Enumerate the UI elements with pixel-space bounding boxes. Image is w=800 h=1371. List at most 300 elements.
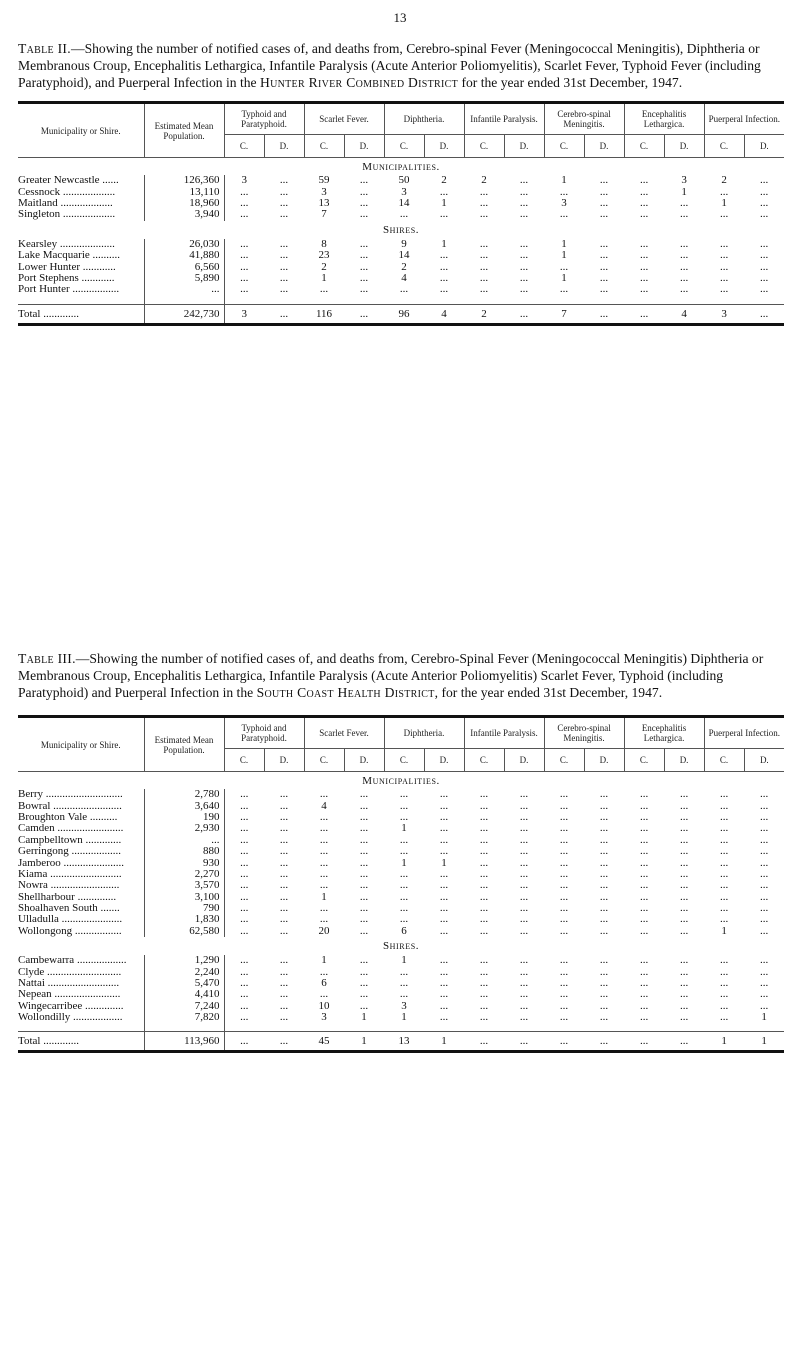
row-population: ... [144,284,224,295]
row-population: 2,780 [144,789,224,800]
row-cell: ... [319,833,329,846]
row-cell: ... [519,810,529,823]
row-cell: ... [479,799,489,812]
header-group: Encephalitis Lethargica. [624,718,704,749]
row-cell: ... [559,890,569,903]
row-cell: ... [479,833,489,846]
row-cell: ... [479,845,489,858]
row-cell: ... [559,954,569,967]
row-cell: ... [759,237,769,250]
row-cell: ... [519,924,529,937]
row-cell: ... [679,271,689,284]
total-cell: ... [464,1032,504,1052]
row-cell: ... [479,237,489,250]
row-cell: ... [679,890,689,903]
row-name: Lower Hunter ............ [18,261,116,273]
row-cell: ... [479,196,489,209]
row-cell: ... [479,965,489,978]
header-c: C. [464,749,504,772]
row-cell: ... [319,822,329,835]
row-cell: ... [599,999,609,1012]
row-cell: ... [319,856,329,869]
row-cell: ... [439,799,449,812]
row-cell: ... [319,988,329,1001]
row-cell: ... [399,788,409,801]
row-name: Broughton Vale .......... [18,811,118,823]
row-cell: ... [679,196,689,209]
row-cell: ... [559,788,569,801]
row-cell: ... [519,954,529,967]
row-cell: 7 [321,208,327,221]
row-cell: ... [639,249,649,262]
row-population: 3,640 [144,800,224,811]
row-name: Greater Newcastle ...... [18,175,119,187]
row-population: 1,290 [144,955,224,966]
row-cell: 10 [318,999,330,1012]
row-cell: 1 [721,196,727,209]
total-cell: 4 [424,304,464,324]
row-cell: ... [599,822,609,835]
caption-label: Table II. [18,41,71,56]
row-cell: ... [759,271,769,284]
row-cell: ... [479,260,489,273]
table-row [18,789,784,800]
row-cell: ... [639,810,649,823]
header-d: D. [264,749,304,772]
row-cell: ... [599,788,609,801]
row-cell: ... [679,999,689,1012]
row-cell: ... [359,902,369,915]
row-population: 930 [144,857,224,868]
row-cell: ... [439,845,449,858]
row-cell: ... [639,924,649,937]
table-row [18,250,784,261]
row-name: Clyde ........................... [18,966,122,978]
row-cell: ... [599,271,609,284]
row-cell: ... [759,890,769,903]
caption-spacer [18,91,784,101]
row-cell: ... [599,833,609,846]
row-population: 7,240 [144,1001,224,1012]
table-iii [18,650,784,1053]
row-name: Jamberoo ...................... [18,857,125,869]
row-cell: ... [759,283,769,296]
row-cell: ... [719,1011,729,1024]
row-cell: ... [639,174,649,187]
row-cell: ... [759,788,769,801]
row-name: Berry ............................ [18,789,123,801]
row-cell: ... [224,857,264,868]
row-cell: ... [479,271,489,284]
row-name: Wingecarribee .............. [18,1000,124,1012]
total-cell: 2 [464,304,504,324]
table-row [18,175,784,186]
row-cell: ... [559,799,569,812]
header-municipality: Municipality or Shire. [40,125,121,136]
header-group: Puerperal Infection. [704,718,784,749]
row-cell: ... [479,890,489,903]
row-cell: ... [519,845,529,858]
row-cell: ... [719,954,729,967]
row-cell: ... [439,988,449,1001]
row-cell: 1 [321,954,327,967]
row-cell: ... [599,902,609,915]
row-cell: ... [224,186,264,197]
row-cell: ... [719,283,729,296]
row-cell: ... [759,208,769,221]
row-cell: ... [599,283,609,296]
row-cell: 3 [224,175,264,186]
row-cell: 3 [561,196,567,209]
row-cell: ... [639,185,649,198]
row-cell: ... [279,867,289,880]
row-cell: ... [679,283,689,296]
gap-row [18,296,784,305]
row-cell: ... [319,902,329,915]
table-row [18,926,784,937]
row-cell: ... [439,965,449,978]
row-cell: ... [399,833,409,846]
row-cell: ... [359,954,369,967]
row-cell: ... [639,196,649,209]
row-cell: ... [679,879,689,892]
row-cell: ... [559,924,569,937]
row-name: Gerringong .................. [18,845,121,858]
row-cell: ... [759,988,769,1001]
row-cell: ... [224,209,264,220]
row-name: Nattai .......................... [18,977,120,990]
row-cell: ... [479,249,489,262]
total-cell: 1 [344,1032,384,1052]
row-cell: ... [439,977,449,990]
row-cell: ... [599,174,609,187]
row-cell: ... [639,799,649,812]
row-cell: ... [279,260,289,273]
total-cell: ... [744,304,784,324]
gap-cell [144,296,224,305]
row-cell: ... [359,271,369,284]
row-cell: 3 [401,999,407,1012]
row-population: 41,880 [144,250,224,261]
caption-spacer [18,701,784,715]
row-cell: 1 [321,271,327,284]
total-cell: ... [624,1032,664,1052]
row-cell: ... [599,879,609,892]
row-population: 2,270 [144,869,224,880]
row-cell: ... [279,845,289,858]
row-cell: ... [439,879,449,892]
row-cell: ... [399,890,409,903]
row-cell: ... [719,879,729,892]
row-cell: ... [439,271,449,284]
row-cell: ... [439,924,449,937]
row-cell: ... [759,810,769,823]
header-group: Infantile Paralysis. [464,718,544,749]
row-cell: ... [399,283,409,296]
header-c: C. [304,135,344,158]
row-name: Camden ........................ [18,823,124,835]
total-cell: ... [584,304,624,324]
header-c: C. [544,749,584,772]
row-cell: ... [559,913,569,926]
total-cell: ... [264,1032,304,1052]
row-cell: 14 [398,196,410,209]
row-cell: ... [519,788,529,801]
row-cell: ... [599,867,609,880]
row-cell: ... [519,856,529,869]
row-population: 2,930 [144,823,224,834]
row-name: Maitland ................... [18,197,113,209]
row-name: Nowra ......................... [18,880,120,892]
row-cell: 1 [361,1011,367,1024]
row-cell: ... [639,845,649,858]
total-cell: ... [544,1032,584,1052]
row-cell: ... [639,965,649,978]
row-cell: ... [719,965,729,978]
row-cell: ... [279,902,289,915]
header-group: Infantile Paralysis. [464,104,544,135]
row-cell: ... [439,913,449,926]
row-cell: ... [479,810,489,823]
row-cell: ... [279,988,289,1001]
caption-tail: for the year ended 31st December, 1947. [458,75,683,90]
row-cell: ... [479,822,489,835]
row-cell: ... [759,913,769,926]
row-cell: ... [519,822,529,835]
row-cell: 3 [321,1011,327,1024]
row-cell: ... [679,260,689,273]
row-cell: ... [359,174,369,187]
row-cell: ... [224,914,264,925]
row-cell: ... [439,208,449,221]
total-population: 242,730 [144,304,224,324]
row-cell: ... [279,879,289,892]
header-c: C. [384,749,424,772]
total-row [18,1032,784,1052]
row-cell: ... [759,822,769,835]
row-cell: ... [639,283,649,296]
header-c: C. [464,135,504,158]
row-population: 7,820 [144,1012,224,1023]
row-cell: 4 [401,271,407,284]
header-d: D. [504,135,544,158]
row-cell: ... [519,999,529,1012]
row-cell: ... [439,822,449,835]
row-cell: ... [719,788,729,801]
row-cell: ... [224,284,264,295]
row-cell: ... [759,185,769,198]
header-c: C. [704,135,744,158]
row-cell: ... [479,999,489,1012]
row-cell: 1 [561,237,567,250]
row-cell: ... [279,833,289,846]
row-cell: ... [224,273,264,284]
row-cell: ... [224,926,264,937]
row-population: 2,240 [144,966,224,977]
row-cell: ... [279,977,289,990]
row-cell: ... [679,833,689,846]
row-cell: ... [559,902,569,915]
row-cell: ... [519,174,529,187]
header-c: C. [304,749,344,772]
row-cell: ... [279,999,289,1012]
row-cell: ... [679,249,689,262]
row-cell: ... [359,913,369,926]
row-cell: 8 [321,237,327,250]
row-cell: ... [719,845,729,858]
row-cell: ... [639,856,649,869]
table-caption [18,650,784,701]
total-cell: ... [664,1032,704,1052]
row-cell: ... [399,810,409,823]
row-cell: ... [224,1012,264,1023]
row-cell: ... [679,856,689,869]
header-d: D. [664,749,704,772]
row-name: Shellharbour .............. [18,891,117,903]
row-cell: ... [679,867,689,880]
row-cell: ... [359,890,369,903]
row-cell: ... [719,249,729,262]
row-name: Ulladulla ...................... [18,914,123,926]
row-cell: ... [639,954,649,967]
total-cell: 3 [224,304,264,324]
gap-cell [18,1023,144,1032]
row-population: 18,960 [144,198,224,209]
header-group: Diphtheria. [384,104,464,135]
row-population: 5,890 [144,273,224,284]
row-name: Campbelltown ............. [18,834,122,846]
row-cell: 2 [721,174,727,187]
row-population: 126,360 [144,175,224,186]
row-cell: ... [224,250,264,261]
row-cell: ... [359,788,369,801]
row-cell: ... [639,208,649,221]
row-cell: ... [519,208,529,221]
row-cell: ... [599,260,609,273]
row-cell: ... [599,988,609,1001]
row-cell: ... [639,902,649,915]
row-cell: ... [359,237,369,250]
row-cell: ... [599,799,609,812]
row-population: 13,110 [144,186,224,197]
row-population: 6,560 [144,261,224,272]
row-cell: ... [479,988,489,1001]
header-group: Encephalitis Lethargica. [624,104,704,135]
row-cell: ... [279,788,289,801]
row-cell: ... [519,271,529,284]
row-cell: 14 [398,249,410,262]
gap-cell [144,1023,224,1032]
row-cell: ... [599,208,609,221]
table-row [18,955,784,966]
row-cell: ... [479,924,489,937]
row-cell: 1 [561,271,567,284]
row-cell: ... [759,924,769,937]
row-cell: ... [679,810,689,823]
total-row [18,304,784,324]
header-c: C. [384,135,424,158]
row-cell: ... [559,810,569,823]
row-cell: ... [719,822,729,835]
row-cell: ... [679,954,689,967]
row-population: 3,940 [144,209,224,220]
table-row [18,989,784,1000]
header-d: D. [584,135,624,158]
row-cell: ... [439,890,449,903]
row-cell: ... [559,879,569,892]
row-name: Lake Macquarie .......... [18,249,121,262]
row-cell: ... [559,856,569,869]
row-cell: ... [359,822,369,835]
row-cell: ... [679,822,689,835]
row-cell: ... [439,788,449,801]
row-cell: ... [599,845,609,858]
row-cell: ... [719,260,729,273]
total-cell: ... [344,304,384,324]
row-cell: ... [224,239,264,250]
row-cell: ... [639,833,649,846]
row-cell: ... [319,810,329,823]
row-cell: ... [639,999,649,1012]
row-cell: ... [639,260,649,273]
row-cell: ... [279,924,289,937]
table-caption [18,40,784,91]
row-name: Kearsley .................... [18,238,115,250]
row-cell: ... [399,977,409,990]
row-cell: ... [279,890,289,903]
row-cell: ... [519,890,529,903]
row-cell: ... [439,283,449,296]
row-cell: ... [519,833,529,846]
data-table [18,718,784,1053]
row-cell: ... [359,845,369,858]
table-row [18,880,784,891]
header-d: D. [584,749,624,772]
row-cell: ... [679,237,689,250]
row-cell: ... [319,913,329,926]
row-cell: 4 [321,799,327,812]
row-cell: ... [359,999,369,1012]
row-cell: ... [319,283,329,296]
row-cell: ... [519,185,529,198]
row-cell: ... [359,924,369,937]
row-cell: ... [224,261,264,272]
row-cell: ... [759,196,769,209]
row-cell: ... [599,965,609,978]
row-cell: ... [319,845,329,858]
row-cell: ... [719,890,729,903]
header-c: C. [704,749,744,772]
row-cell: ... [519,902,529,915]
row-cell: ... [479,913,489,926]
row-cell: ... [479,902,489,915]
row-cell: ... [439,999,449,1012]
row-cell: ... [319,867,329,880]
row-cell: 13 [318,196,330,209]
row-cell: ... [679,913,689,926]
row-cell: 1 [441,237,447,250]
row-name: Cambewarra .................. [18,955,127,967]
row-cell: ... [559,185,569,198]
row-cell: ... [479,208,489,221]
row-cell: ... [519,1011,529,1024]
section-title: Shires. [382,223,420,236]
row-cell: ... [719,913,729,926]
row-cell: ... [224,198,264,209]
total-cell: 1 [744,1032,784,1052]
row-cell: ... [439,833,449,846]
row-cell: 6 [321,977,327,990]
